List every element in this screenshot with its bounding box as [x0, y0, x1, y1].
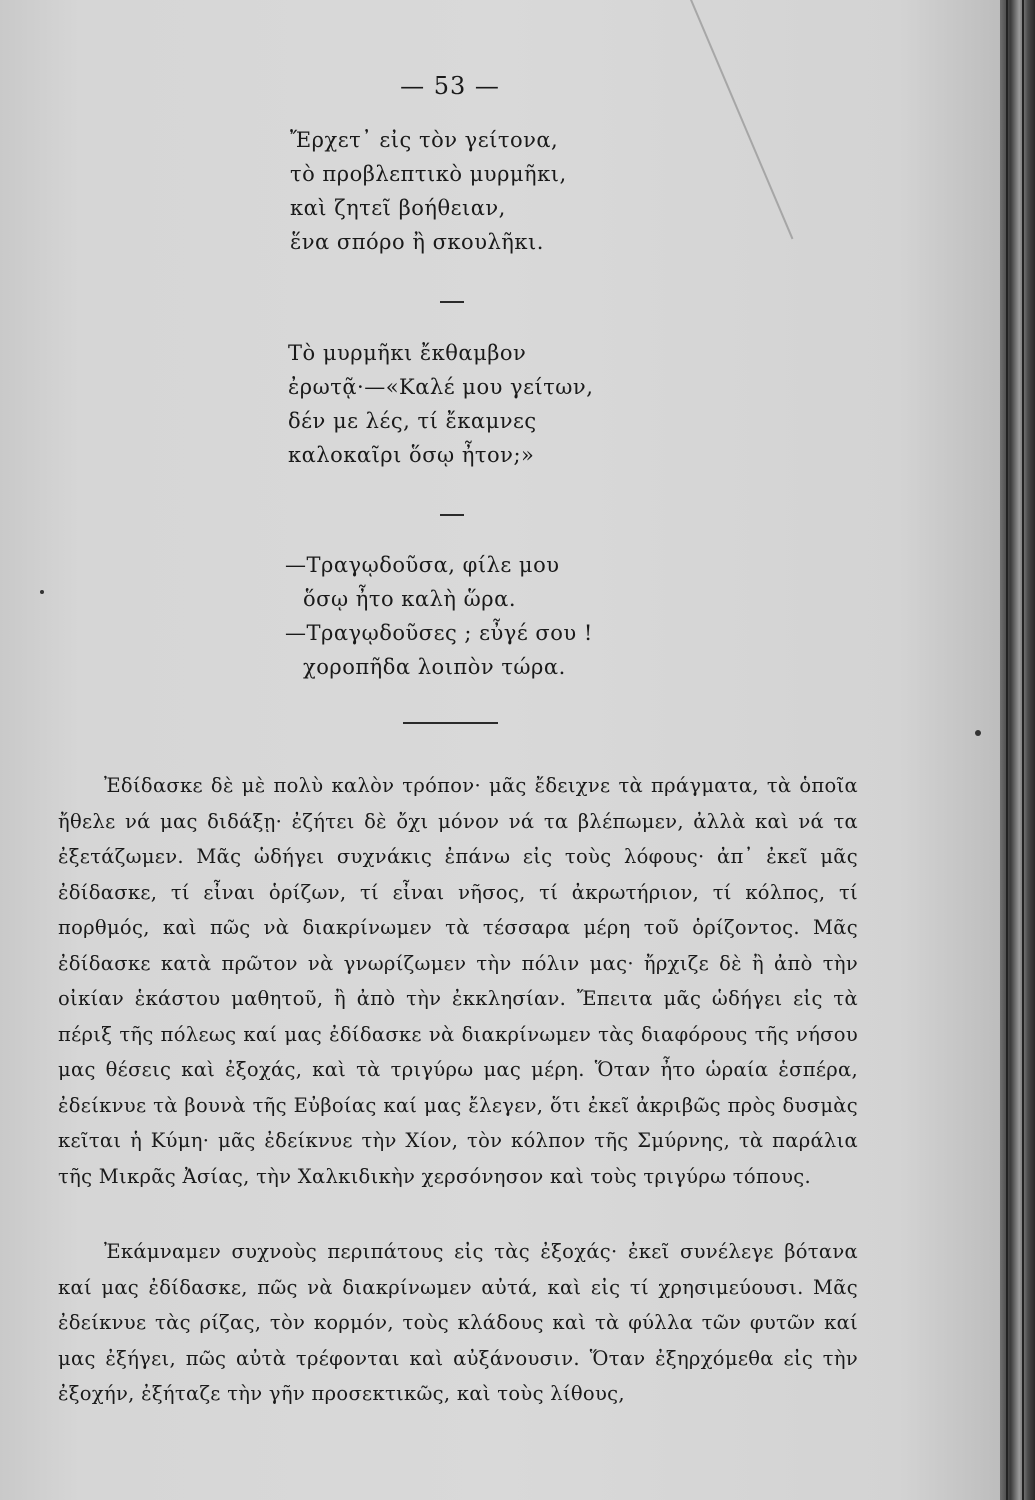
body-paragraph-1	[58, 768, 858, 1194]
poem-line: ἐρωτᾷ·—«Καλέ μου γείτων,	[288, 375, 594, 399]
page-number: — 53 —	[400, 72, 500, 100]
stanza-separator	[440, 301, 464, 303]
body-paragraph-2	[58, 1234, 858, 1412]
poem-stanza-2	[288, 336, 593, 472]
edge-line	[1022, 0, 1024, 1500]
poem-line: ὅσῳ ἦτο καλὴ ὥρα.	[303, 587, 516, 611]
poem-line: —Τραγῳδοῦσα, φίλε μου	[285, 553, 560, 577]
stanza-separator	[440, 514, 464, 516]
ink-spot	[975, 730, 981, 736]
section-rule	[403, 722, 498, 724]
poem-line: —Τραγῳδοῦσες ; εὖγέ σου !	[285, 621, 593, 645]
paragraph-text: Ἐδίδασκε δὲ μὲ πολὺ καλὸν τρόπον· μᾶς ἔδειχνε τὰ πράγματα, τὰ ὁποῖα ἤθελε νά μας διδάξῃ· ἐζήτει δὲ ὄχι μόνον νά τα βλέπωμεν, ἀλλὰ καὶ νά τα ἐξετάζωμεν. Μᾶς ὡδήγει συχνάκις ἐπάνω εἰς τοὺς λόφους· ἀπ᾽ ἐκεῖ μᾶς ἐδίδασκε, τί εἶναι ὁρίζων, τί εἶναι νῆσος, τί ἀκρωτήριον, τί κόλπος, τί πορθμός, καὶ πῶς νὰ διακρίνωμεν τὰ τέσσαρα μέρη τοῦ ὁρίζοντος. Μᾶς ἐδίδασκε κατὰ πρῶτον νὰ γνωρίζωμεν τὴν πόλιν μας· ἤρχιζε δὲ ἢ ἀπὸ τὴν οἰκίαν ἑκάστου μαθητοῦ, ἢ ἀπὸ τὴν ἐκκλησίαν. Ἔπειτα μᾶς ὡδήγει εἰς τὰ πέριξ τῆς πόλεως καί μας ἐδίδασκε νὰ διακρίνωμεν τὰς διαφόρους τῆς νήσου μας θέσεις καὶ ἐξοχάς, καὶ τὰ τριγύρω μας μέρη. Ὅταν ἦτο ὡραία ἑσπέρα, ἐδείκνυε τὰ βουνὰ τῆς Εὐβοίας καί μας ἔλεγεν, ὅτι ἐκεῖ ἀκριβῶς πρὸς δυσμὰς κεῖται ἡ Κύμη· μᾶς ἐδείκνυε τὴν Χίον, τὸν κόλπον τῆς Σμύρνης, τὰ παράλια τῆς Μικρᾶς Ἀσίας, τὴν Χαλκιδικὴν χερσόνησον καὶ τοὺς τριγύρω τόπους.	[58, 774, 858, 1188]
book-edge	[1000, 0, 1035, 1500]
paragraph-text: Ἐκάμναμεν συχνοὺς περιπάτους εἰς τὰς ἐξοχάς· ἐκεῖ συνέλεγε βότανα καί μας ἐδίδασκε, πῶς νὰ διακρίνωμεν αὐτά, καὶ εἰς τί χρησιμεύουσι. Μᾶς ἐδείκνυε τὰς ρίζας, τὸν κορμόν, τοὺς κλάδους καὶ τὰ φύλλα τῶν φυτῶν καί μας ἐξήγει, πῶς αὐτὰ τρέφονται καὶ αὐξάνουσιν. Ὅταν ἐξηρχόμεθα εἰς τὴν ἐξοχήν, ἐξήταζε τὴν γῆν προσεκτικῶς, καὶ τοὺς λίθους,	[58, 1240, 858, 1405]
paper-crease	[690, 0, 793, 239]
poem-stanza-3	[285, 548, 593, 684]
poem-line: καλοκαῖρι ὅσῳ ἦτον;»	[288, 443, 535, 467]
poem-line: καὶ ζητεῖ βοήθειαν,	[290, 196, 506, 220]
poem-line: Τὸ μυρμῆκι ἔκθαμβον	[288, 341, 527, 365]
ink-spot	[40, 590, 44, 594]
poem-stanza-1	[290, 123, 567, 259]
poem-line: χοροπῆδα λοιπὸν τώρα.	[303, 655, 566, 679]
edge-line	[1006, 0, 1008, 1500]
poem-line: Ἔρχετ᾽ εἰς τὸν γείτονα,	[290, 128, 559, 152]
poem-line: ἕνα σπόρο ἢ σκουλῆκι.	[290, 230, 544, 254]
poem-line: δέν με λές, τί ἔκαμνες	[288, 409, 537, 433]
poem-line: τὸ προβλεπτικὸ μυρμῆκι,	[290, 162, 567, 186]
